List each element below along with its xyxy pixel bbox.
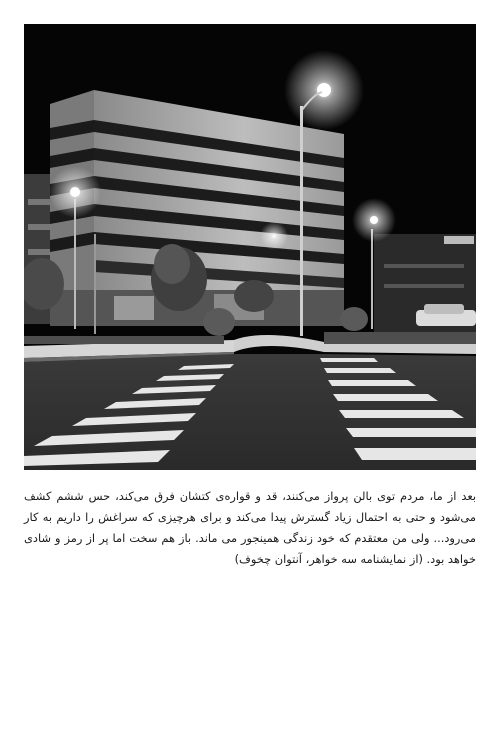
street-night-photo [24, 24, 476, 470]
caption-text: بعد از ما، مردم توی بالن پرواز می‌کنند، قد و قواره‌ی کتشان فرق می‌کند، حس ششم کشف می‌شود و حتی به احتمال زیاد گسترش پیدا می‌کند و برای هرچیزی که سراغش را داریم به کار می‌رود... ولی من معتقدم که خود زندگی همینجور می ماند. باز هم سخت اما پر از رمز و شادی خواهد بود. (از نمایشنامه سه خواهر، آنتوان چخوف) [24, 489, 476, 566]
photo-illustration [24, 24, 476, 470]
